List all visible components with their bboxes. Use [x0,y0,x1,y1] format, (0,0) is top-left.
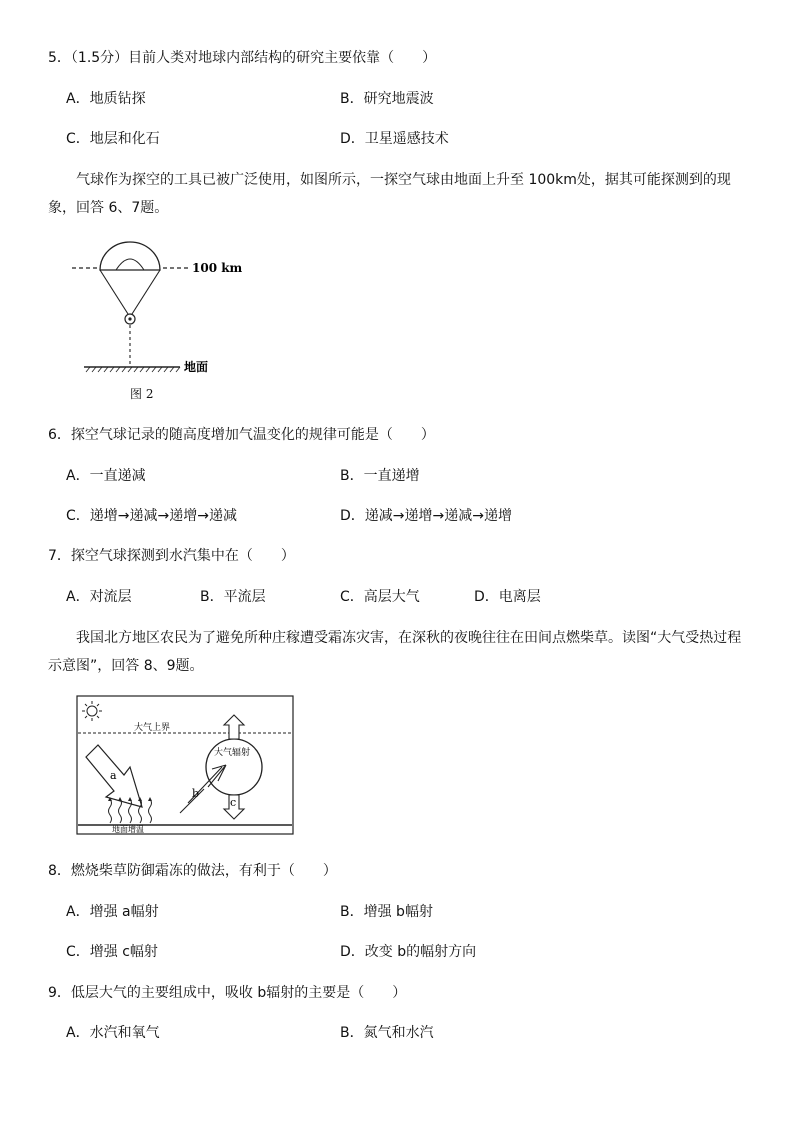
q7-option-d: D．电离层 [474,589,541,605]
balloon-figure [70,230,270,405]
q9-stem: 9．低层大气的主要组成中，吸收 b辐射的主要是（ ） [48,985,407,1001]
atmosphere-top-label: 大气上界 [134,723,171,733]
q6-option-d: D．递减→递增→递减→递增 [340,508,512,524]
arrow-b-label: b [192,787,200,800]
arrow-a-label: a [110,769,117,782]
q7-stem: 7．探空气球探测到水汽集中在（ ） [48,548,295,564]
altitude-label: 100 km [192,261,243,275]
q8-option-d: D．改变 b的幅射方向 [340,944,477,960]
ground-label: 地面 [184,360,209,374]
atmosphere-heating-figure [76,695,296,837]
figure-caption: 图 2 [130,387,154,401]
atmosphere-radiation-label: 大气辐射 [214,748,251,758]
q7-option-a: A．对流层 [66,589,132,605]
q9-option-a: A．水汽和氧气 [66,1025,160,1041]
q5-option-b: B．研究地震波 [340,91,434,107]
q7-option-c: C．高层大气 [340,589,420,605]
intro-paragraph-8-9: 我国北方地区农民为了避免所种庄稼遭受霜冻灾害，在深秋的夜晚往往在田间点燃柴草。读图“大气受热过程示意图”，回答 8、9题。 [48,630,742,674]
q7-option-b: B．平流层 [200,589,266,605]
q5-option-a: A．地质钻探 [66,91,146,107]
intro-paragraph-6-7: 气球作为探空的工具已被广泛使用，如图所示，一探空气球由地面上升至 100km处，据其可能探测到的现象，回答 6、7题。 [48,172,731,216]
q8-option-a: A．增强 a幅射 [66,904,159,920]
q6-stem: 6．探空气球记录的随高度增加气温变化的规律可能是（ ） [48,427,435,443]
balloon-canopy [100,242,160,270]
ground-warming-label: 地面增温 [112,825,144,834]
q5-option-d: D．卫星遥感技术 [340,131,449,147]
arrow-c-label: c [230,796,237,809]
q8-stem: 8．燃烧柴草防御霜冻的做法，有利于（ ） [48,863,337,879]
q8-option-c: C．增强 c幅射 [66,944,158,960]
q6-option-a: A．一直递减 [66,468,146,484]
q9-option-b: B．氮气和水汽 [340,1025,434,1041]
q6-option-b: B．一直递增 [340,468,420,484]
q6-option-c: C．递增→递减→递增→递减 [66,508,237,524]
q8-option-b: B．增强 b幅射 [340,904,433,920]
q5-option-c: C．地层和化石 [66,131,160,147]
q5-stem: 5．（1.5分）目前人类对地球内部结构的研究主要依靠（ ） [48,50,437,66]
